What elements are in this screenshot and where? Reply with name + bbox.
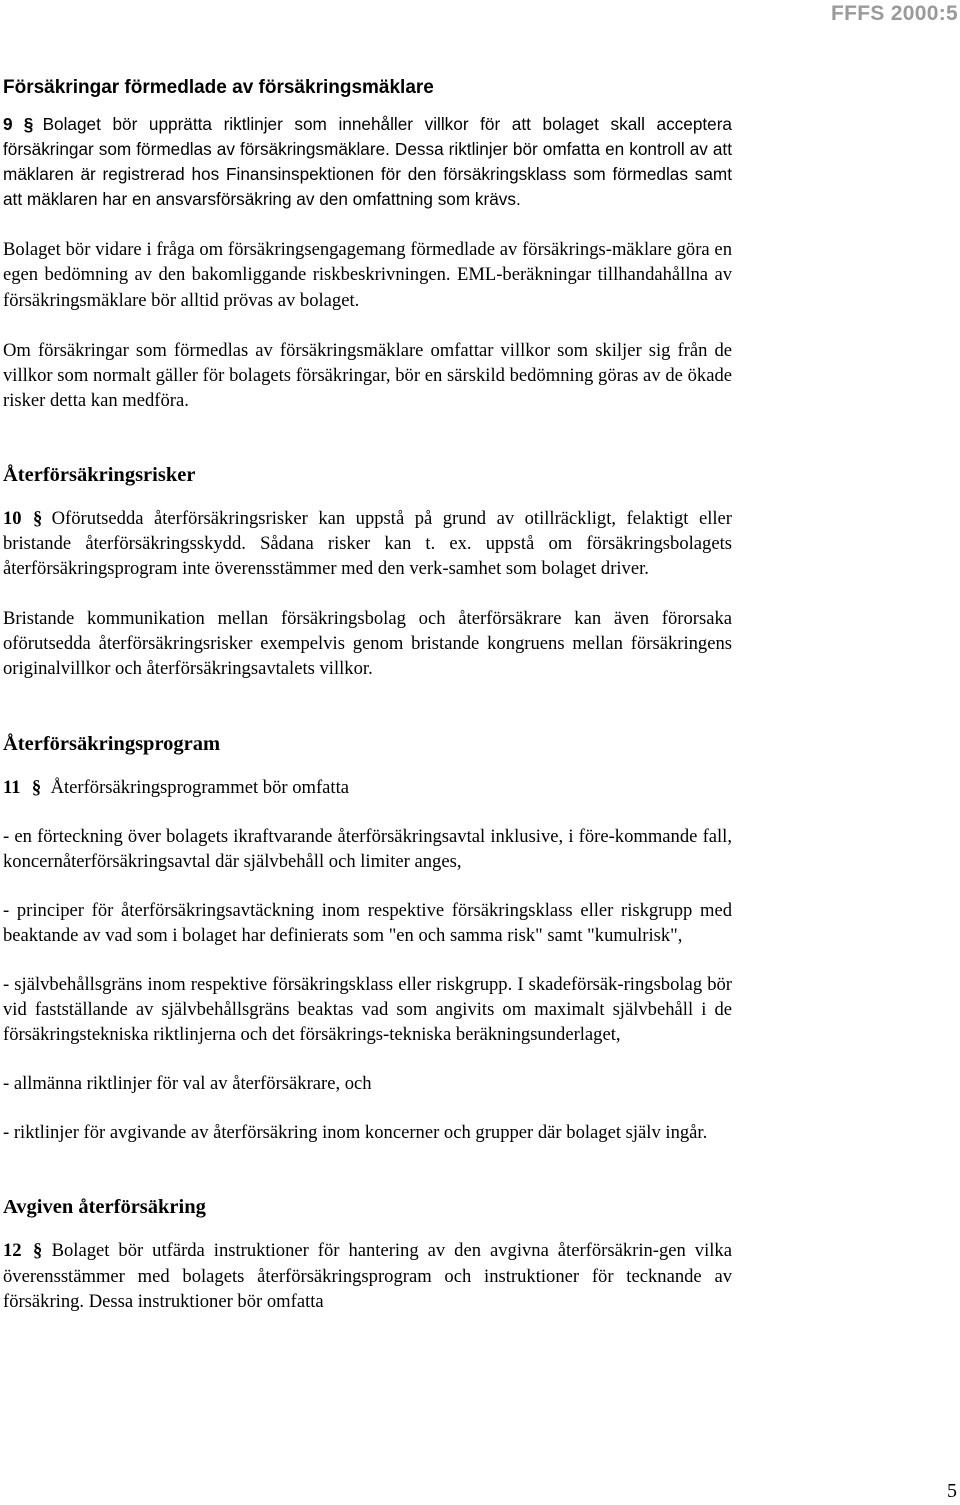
paragraph-number: 10 [3, 507, 22, 529]
heading-ceded-reinsurance: Avgiven återförsäkring [3, 1196, 206, 1219]
section-sign-icon: § [32, 1240, 43, 1262]
paragraph-text: Bolaget bör upprätta riktlinjer som innehåller villkor för att bolaget skall acceptera försäkringar som förmedlas av försäkringsmäklare. Dessa riktlinjer bör omfatta en kontroll av att mäklaren är registrerad hos Finansinspektionen för den försäkringsklass som förmedlas samt att mäklaren har en ansvarsförsäkring av den omfattning som krävs. [3, 114, 732, 210]
heading-reinsurance-risks: Återförsäkringsrisker [3, 463, 196, 486]
paragraph-number: 9 [3, 114, 13, 134]
paragraph-10-part-2: Bristande kommunikation mellan försäkringsbolag och återförsäkrare kan även förorsaka oförutsedda återförsäkringsrisker exempelvis genom bristande kongruens mellan försäkringens originalvillkor och återförsäkringsavtalets villkor. [3, 608, 732, 680]
paragraph-9 [3, 112, 732, 212]
list-item: - en förteckning över bolagets ikraftvarande återförsäkringsavtal inklusive, i före-kommande fall, koncernåterförsäkringsavtal där självbehåll och limiter anges, [3, 825, 732, 872]
list-item: - riktlinjer för avgivande av återförsäkring inom koncerner och grupper där bolaget själv ingår. [3, 1122, 708, 1144]
paragraph-11 [3, 775, 732, 800]
document-body [3, 74, 732, 1339]
paragraph-12 [3, 1238, 732, 1313]
paragraph-number: 12 [3, 1240, 22, 1262]
heading-reinsurance-program: Återförsäkringsprogram [3, 732, 221, 755]
list-item: - principer för återförsäkringsavtäckning inom respektive försäkringsklass eller riskgrupp med beaktande av vad som i bolaget har definierats som "en och samma risk" samt "kumulrisk", [3, 899, 732, 946]
paragraph-9-part-2: Bolaget bör vidare i fråga om försäkringsengagemang förmedlade av försäkrings-mäklare göra en egen bedömning av den bakomliggande riskbeskrivningen. EML-beräkningar tillhandahållna av försäkringsmäklare bör alltid prövas av bolaget. [3, 239, 732, 311]
paragraph-text: Oförutsedda återförsäkringsrisker kan uppstå på grund av otillräckligt, felaktigt eller bristande återförsäkringsskydd. Sådana risker kan t. ex. uppstå om försäkringsbolagets återförsäkringsprogram inte överensstämmer med den verk-samhet som bolaget driver. [3, 507, 732, 580]
section-sign-icon: § [31, 776, 42, 798]
section-sign-icon: § [23, 114, 34, 134]
section-sign-icon: § [32, 507, 43, 529]
heading-brokers: Försäkringar förmedlade av försäkringsmäklare [3, 77, 434, 98]
list-item: - allmänna riktlinjer för val av återförsäkrare, och [3, 1073, 372, 1095]
paragraph-10 [3, 506, 732, 581]
document-id: FFFS 2000:5 [830, 2, 958, 25]
page-number: 5 [947, 1480, 957, 1502]
paragraph-9-part-3: Om försäkringar som förmedlas av försäkringsmäklare omfattar villkor som skiljer sig från de villkor som normalt gäller för bolagets försäkringar, bör en särskild bedömning göras av de ökade risker detta kan medföra. [3, 339, 732, 411]
list-item: - självbehållsgräns inom respektive försäkringsklass eller riskgrupp. I skadeförsäk-ringsbolag bör vid fastställande av självbehållsgräns beaktas vad som angivits om maximalt självbehåll i de försäkringstekniska riktlinjerna och det försäkrings-tekniska beräkningsunderlaget, [3, 973, 732, 1046]
paragraph-text: Återförsäkringsprogrammet bör omfatta [50, 776, 350, 798]
paragraph-number: 11 [3, 776, 21, 798]
paragraph-text: Bolaget bör utfärda instruktioner för hantering av den avgivna återförsäkrin-gen vilka överensstämmer med bolagets återförsäkringsprogram och instruktioner för tecknande av försäkring. Dessa instruktioner bör omfatta [3, 1240, 732, 1312]
